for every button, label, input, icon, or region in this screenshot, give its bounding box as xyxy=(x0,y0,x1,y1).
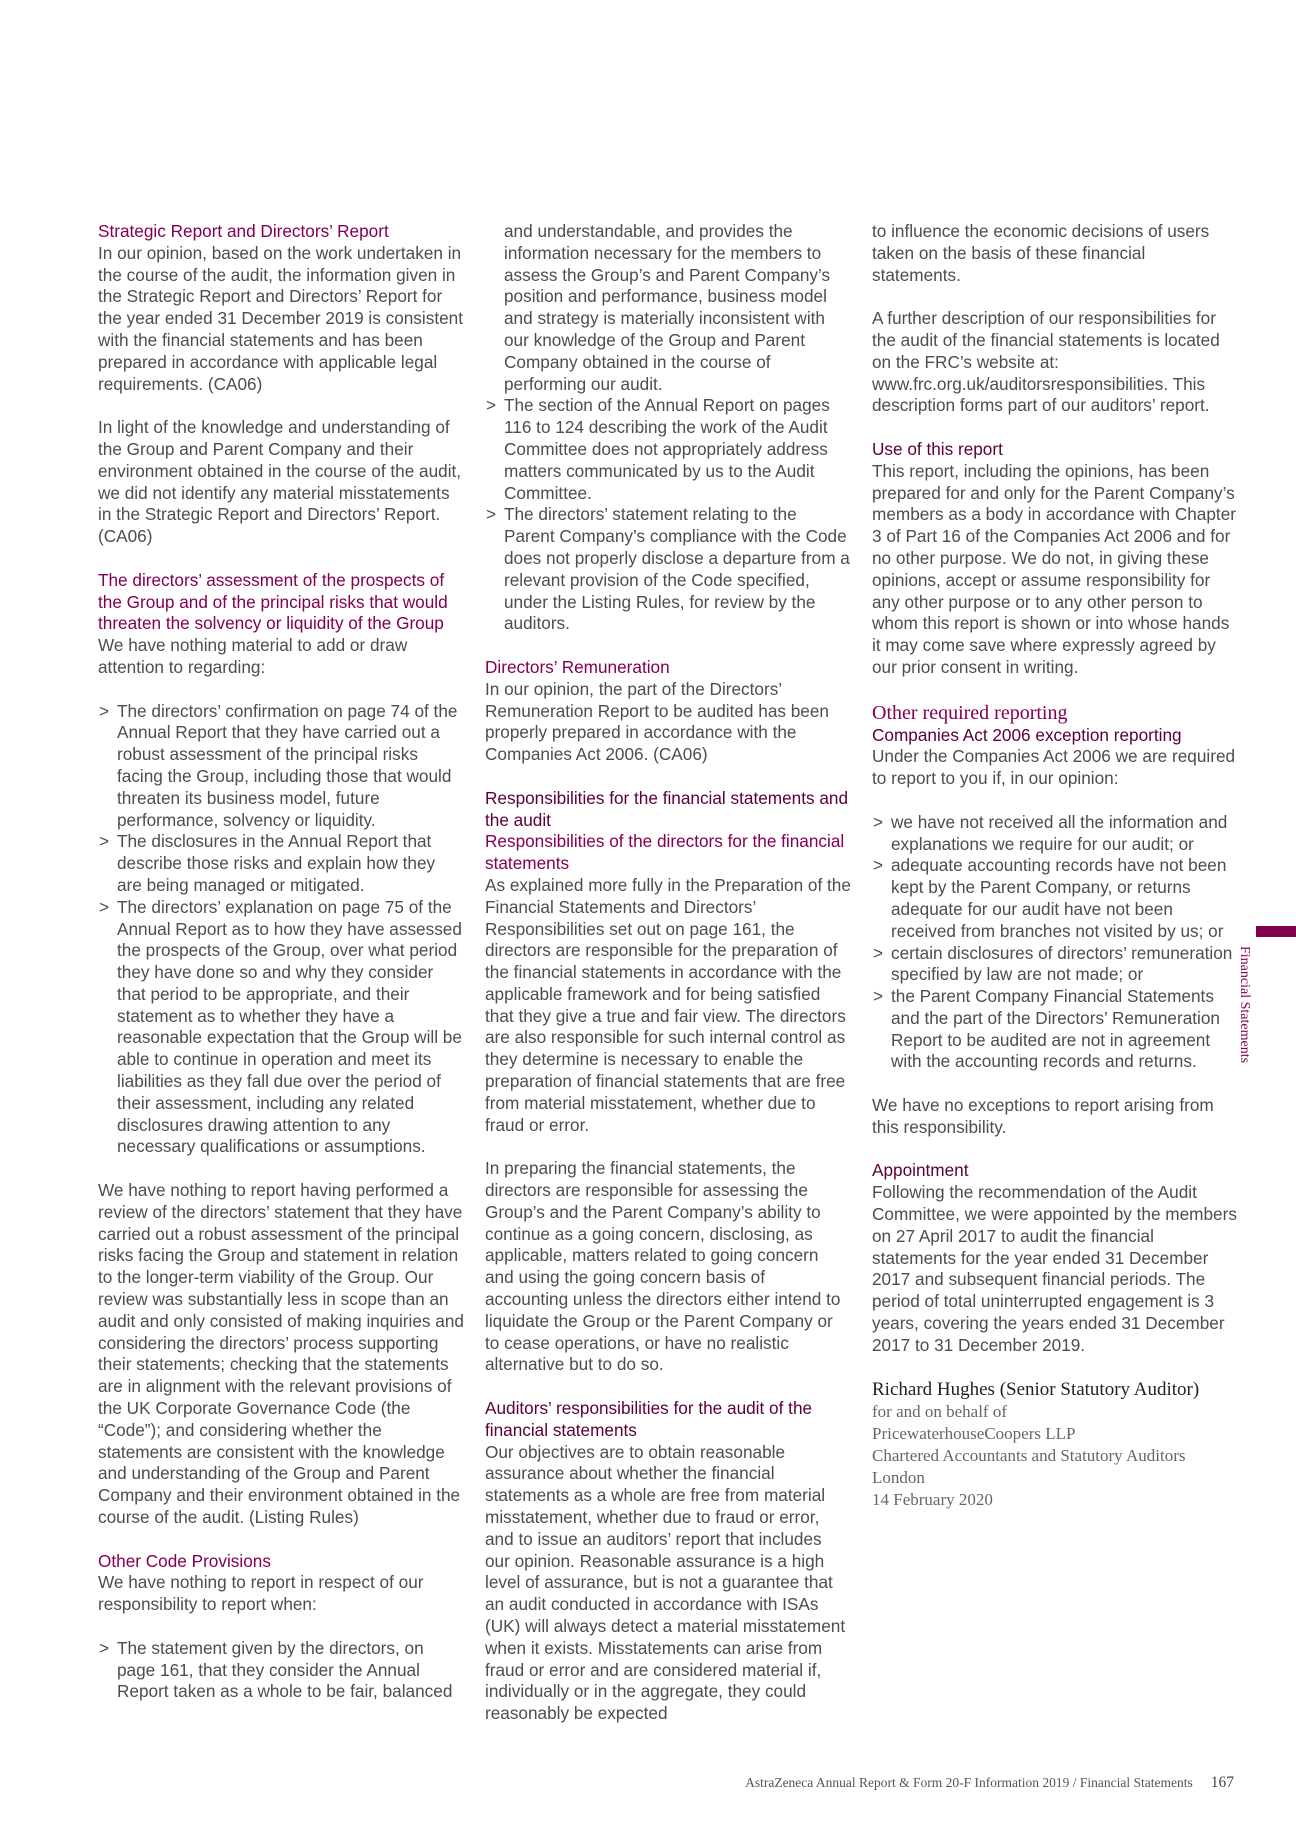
page-number: 167 xyxy=(1210,1774,1234,1791)
heading-use-of-report: Use of this report xyxy=(872,438,1003,459)
footer-text: AstraZeneca Annual Report & Form 20-F Information 2019 / Financial Statements xyxy=(745,1775,1193,1790)
signatory-line: 14 February 2020 xyxy=(872,1489,993,1509)
bullet-list xyxy=(872,812,1238,1074)
section-side-label-text: Financial Statements xyxy=(1237,946,1252,1064)
column-left xyxy=(98,221,464,1703)
bullet-list xyxy=(485,395,851,635)
list-item: > The section of the Annual Report on pages 116 to 124 describing the work of the Audit Committee does not appropriately address matters communicated by us to the Audit Committee. xyxy=(485,395,851,504)
paragraph: Following the recommendation of the Audit Committee, we were appointed by the members on 27 April 2017 to audit the financial statements for the year ended 31 December 2017 and subsequent financial periods. The period of total uninterrupted engagement is 3 years, covering the years ended 31 December 2017 to 31 December 2019. xyxy=(872,1182,1237,1355)
signatory-line: Chartered Accountants and Statutory Auditors xyxy=(872,1446,1186,1466)
list-item: > the Parent Company Financial Statements and the part of the Directors’ Remuneration Report to be audited are not in agreement with the accounting records and returns. xyxy=(872,986,1238,1073)
list-item: > The directors’ statement relating to the Parent Company’s compliance with the Code does not properly disclose a departure from a relevant provision of the Code specified, under the Listing Rules, for review by the auditors. xyxy=(485,504,851,635)
paragraph: A further description of our responsibilities for the audit of the financial statements is located on the FRC’s website at: www.frc.org.uk/auditorsresponsibilities. This description forms part of our auditors’ report. xyxy=(872,308,1220,416)
list-item: > certain disclosures of directors’ remuneration specified by law are not made; or xyxy=(872,943,1238,987)
paragraph: We have nothing to report in respect of our responsibility to report when: xyxy=(98,1572,424,1615)
paragraph: We have no exceptions to report arising from this responsibility. xyxy=(872,1095,1214,1137)
heading-strategic-report: Strategic Report and Directors’ Report xyxy=(98,221,389,241)
heading-appointment: Appointment xyxy=(872,1160,969,1181)
paragraph-continuation: to influence the economic decisions of users taken on the basis of these financial statements. xyxy=(872,221,1210,285)
list-item: > The directors’ explanation on page 75 of the Annual Report as to how they have assessed the prospects of the Group, over what period they have done so and why they consider that period to be appropriate, and their statement as to whether they have a reasonable expectation that the Group will be able to continue in operation and meet its liabilities as they fall due over the period of their assessment, including any related disclosures drawing attention to any necessary qualifications or assumptions. xyxy=(98,897,464,1159)
heading-other-required-reporting: Other required reporting xyxy=(872,701,1068,724)
list-item: > adequate accounting records have not been kept by the Parent Company, or returns adequate for our audit have not been received from branches not visited by us; or xyxy=(872,855,1238,942)
list-item: > The disclosures in the Annual Report that describe those risks and explain how they are being managed or mitigated. xyxy=(98,831,464,896)
heading-directors-remuneration: Directors’ Remuneration xyxy=(485,656,670,677)
list-item-continuation: and understandable, and provides the information necessary for the members to assess the Group’s and Parent Company’s position and performance, business model and strategy is materially inconsistent with our knowledge of the Group and Parent Company obtained in the course of performing our audit. xyxy=(504,221,831,394)
signatory-line: London xyxy=(872,1467,925,1487)
paragraph: In our opinion, based on the work undertaken in the course of the audit, the information given in the Strategic Report and Directors’ Report for the year ended 31 December 2019 is consistent with the financial statements and has been prepared in accordance with applicable legal requirements. (CA06) xyxy=(98,242,463,394)
paragraph: We have nothing material to add or draw attention to regarding: xyxy=(98,635,408,677)
list-item: > we have not received all the information and explanations we require for our audit; or xyxy=(872,812,1238,856)
paragraph: In preparing the financial statements, the directors are responsible for assessing the Group’s and the Parent Company’s ability to continue as a going concern, disclosing, as applicable, matters related to going concern and using the going concern basis of accounting unless the directors either intend to liquidate the Group or the Parent Company or to cease operations, or have no realistic alternative but to do so. xyxy=(485,1158,841,1375)
paragraph: As explained more fully in the Preparation of the Financial Statements and Directors’ Responsibilities set out on page 161, the directors are responsible for the preparation of the financial statements in accordance with the applicable framework and for being satisfied that they give a true and fair view. The directors are also responsible for such internal control as they determine is necessary to enable the preparation of financial statements that are free from material misstatement, whether due to fraud or error. xyxy=(485,874,851,1135)
heading-directors-responsibilities: Responsibilities of the directors for the financial statements xyxy=(485,831,845,874)
paragraph: In our opinion, the part of the Directors’ Remuneration Report to be audited has been properly prepared in accordance with the Companies Act 2006. (CA06) xyxy=(485,678,829,765)
section-tab-marker xyxy=(1256,926,1296,937)
paragraph: This report, including the opinions, has been prepared for and only for the Parent Company’s members as a body in accordance with Chapter 3 of Part 16 of the Companies Act 2006 and for no other purpose. We do not, in giving these opinions, accept or assume responsibility for any other purpose or to any other person to whom this report is shown or into whose hands it may come save where expressly agreed by our prior consent in writing. xyxy=(872,460,1236,677)
paragraph: We have nothing to report having performed a review of the directors’ statement that they have carried out a robust assessment of the principal risks facing the Group and statement in relation to the longer-term viability of the Group. Our review was substantially less in scope than an audit and only consisted of making inquiries and considering the directors’ process supporting their statements; checking that the statements are in alignment with the relevant provisions of the UK Corporate Governance Code (the “Code”); and considering whether the statements are consistent with the knowledge and understanding of the Group and Parent Company and their environment obtained in the course of the audit. (Listing Rules) xyxy=(98,1180,464,1528)
page-footer xyxy=(745,1774,1234,1792)
signatory-line: PricewaterhouseCoopers LLP xyxy=(872,1424,1076,1444)
column-middle xyxy=(485,221,851,1725)
signatory-name: Richard Hughes (Senior Statutory Auditor) xyxy=(872,1379,1200,1401)
heading-other-code-provisions: Other Code Provisions xyxy=(98,1550,271,1571)
signatory-line: for and on behalf of xyxy=(872,1402,1008,1422)
bullet-list xyxy=(98,701,464,1159)
heading-companies-act: Companies Act 2006 exception reporting xyxy=(872,724,1182,745)
list-item: > The directors’ confirmation on page 74 of the Annual Report that they have carried out a robust assessment of the principal risks facing the Group, including those that would threaten its business model, future performance, solvency or liquidity. xyxy=(98,701,464,832)
paragraph: In light of the knowledge and understanding of the Group and Parent Company and their environment obtained in the course of the audit, we did not identify any material misstatements in the Strategic Report and Directors’ Report. (CA06) xyxy=(98,417,462,547)
column-right xyxy=(872,221,1238,1510)
paragraph: Our objectives are to obtain reasonable assurance about whether the financial statements as a whole are free from material misstatement, whether due to fraud or error, and to issue an auditors’ report that includes our opinion. Reasonable assurance is a high level of assurance, but is not a guarantee that an audit conducted in accordance with ISAs (UK) will always detect a material misstatement when it exists. Misstatements can arise from fraud or error and are considered material if, individually or in the aggregate, they could reasonably be expected xyxy=(485,1441,846,1724)
bullet-list xyxy=(98,1638,464,1703)
heading-auditors-responsibilities: Auditors’ responsibilities for the audit of the financial statements xyxy=(485,1398,813,1440)
list-item: > The statement given by the directors, on page 161, that they consider the Annual Report taken as a whole to be fair, balanced xyxy=(98,1638,464,1703)
paragraph: Under the Companies Act 2006 we are required to report to you if, in our opinion: xyxy=(872,746,1236,789)
heading-responsibilities: Responsibilities for the financial statements and the audit xyxy=(485,787,849,830)
heading-directors-assessment: The directors’ assessment of the prospects of the Group and of the principal risks that would threaten the solvency or liquidity of the Group xyxy=(98,569,448,634)
